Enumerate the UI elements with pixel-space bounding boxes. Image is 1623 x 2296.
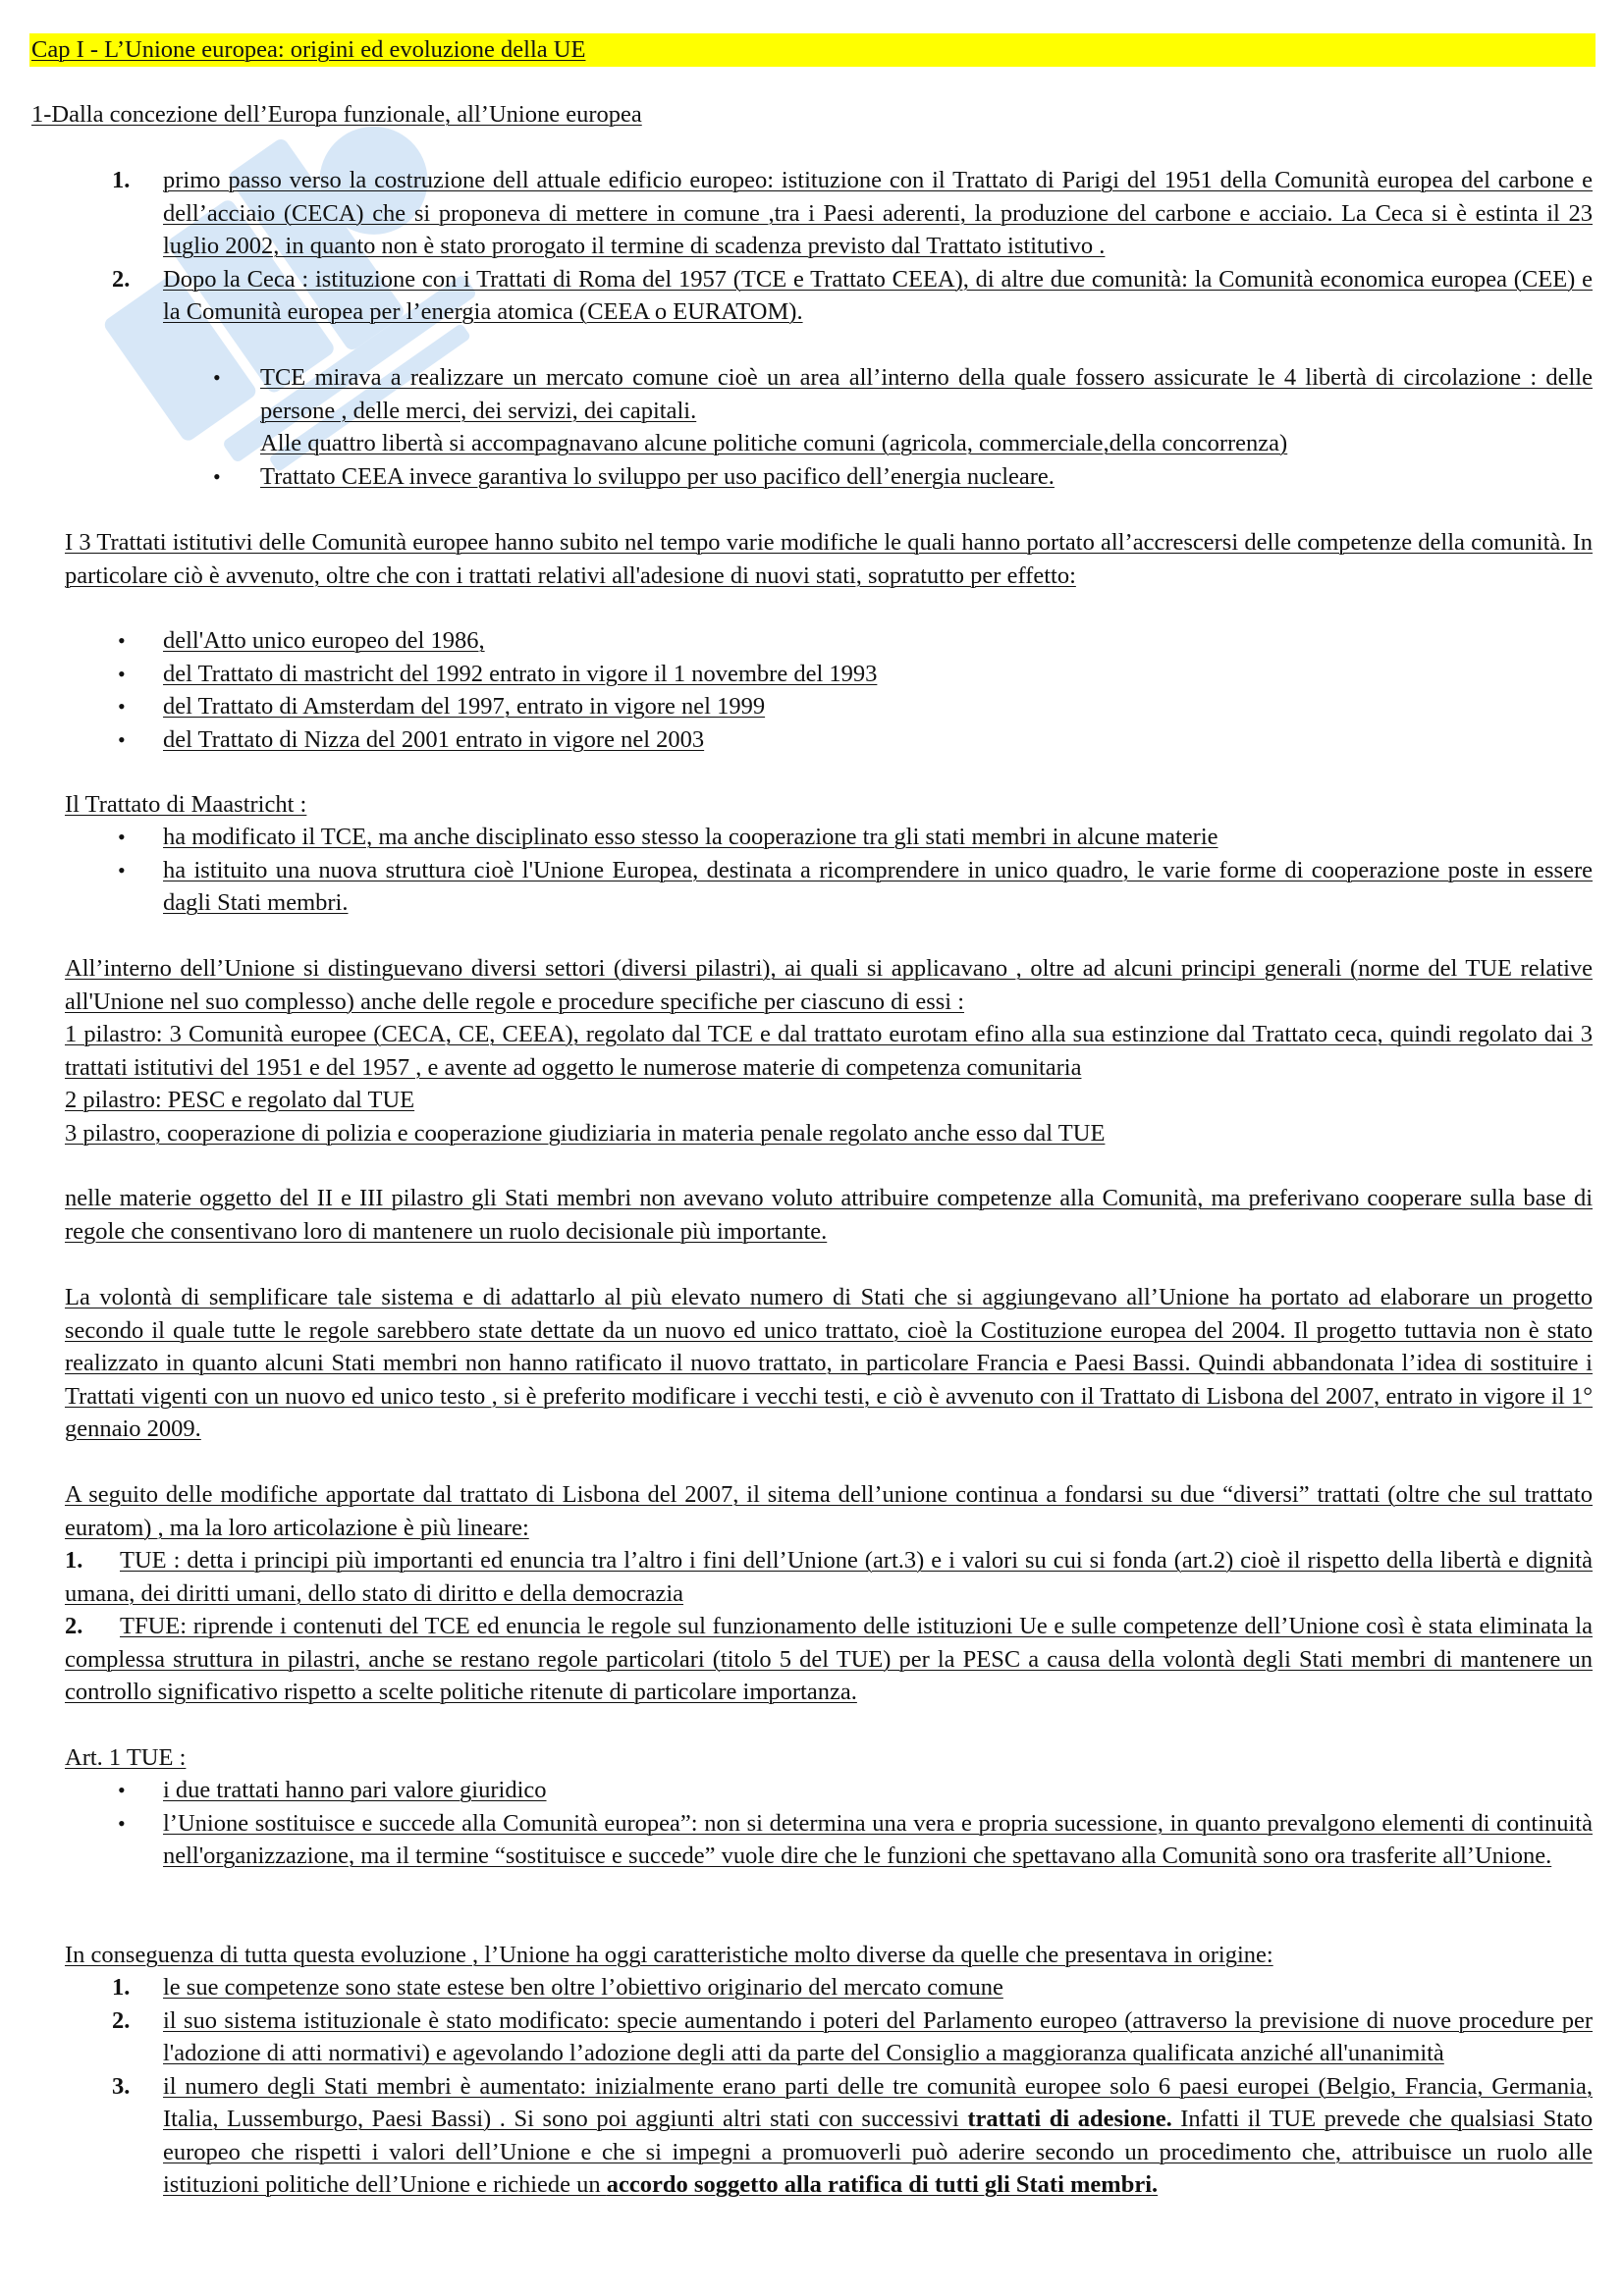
pillar-2: 2 pilastro: PESC e regolato dal TUE	[65, 1087, 415, 1113]
bullet-marker: •	[213, 463, 221, 489]
paragraph-text: La volontà di semplificare tale sistema e di adattarlo al più elevato numero di Stati che si aggiungevano all’Unione ha portato ad elaborare un progetto secondo il quale tutte le regole sarebbero state dettate da un nuovo ed unico trattato, cioè la Costituzione europea del 2004. Il progetto tuttavia non è stato realizzato in quanto alcuni Stati membri non hanno ratificato il nuovo trattato, in particolare Francia e Paesi Bassi. Quindi abbandonata l’idea di sostituire i Trattati vigenti con un nuovo ed unico testo , si è preferito modificare i vecchi testi, e ciò è avvenuto con il Trattato di Lisbona del 2007, entrato in vigore il 1° gennaio 2009.	[65, 1284, 1593, 1442]
paragraph-pilastri	[65, 952, 1593, 1149]
list-item	[112, 1971, 1593, 2004]
list-item	[112, 2004, 1593, 2070]
list-item	[112, 164, 1593, 263]
paragraph-lisbona	[65, 1478, 1593, 1709]
chapter-title-highlight	[29, 33, 1596, 67]
origins-numbered-list	[112, 164, 1593, 329]
chapter-title: Cap I - L’Unione europea: origini ed evoluzione della UE	[31, 36, 586, 63]
pillar-3: 3 pilastro, cooperazione di polizia e cooperazione giudiziaria in materia penale regolato anche esso dal TUE	[65, 1119, 1106, 1147]
list-item	[118, 1807, 1593, 1873]
paragraph-text: All’interno dell’Unione si distinguevano diversi settori (diversi pilastri), ai quali si applicavano , oltre ad alcuni principi generali (norme del TUE relative all'Unione nel suo complesso) anche delle regole e procedure specifiche per ciascuno di essi :	[65, 955, 1593, 1015]
characteristics-list	[112, 1971, 1593, 2202]
list-item-text: i due trattati hanno pari valore giuridico	[163, 1777, 547, 1803]
list-item	[118, 854, 1593, 920]
list-item-text: ha istituito una nuova struttura cioè l'Unione Europea, destinata a ricomprendere in unico quadro, le varie forme di cooperazione poste in essere dagli Stati membri.	[163, 856, 1593, 916]
bullet-marker: •	[118, 726, 126, 752]
bullet-marker: •	[118, 694, 126, 719]
paragraph-volonta	[65, 1281, 1593, 1446]
list-item-text: del Trattato di mastricht del 1992 entrato in vigore il 1 novembre del 1993	[163, 660, 878, 687]
list-item	[118, 690, 1593, 723]
list-item-text: ha modificato il TCE, ma anche disciplinato esso stesso la cooperazione tra gli stati membri in alcune materie	[163, 824, 1218, 850]
list-item	[118, 658, 1593, 691]
list-item-text: il suo sistema istituzionale è stato modificato: specie aumentando i poteri del Parlamento europeo (attraverso la previsione di nuove procedure per l'adozione di atti normativi) e agevolando l’adozione degli atti da parte del Consiglio a maggioranza qualificata anziché all'unanimità	[163, 2006, 1593, 2066]
tfue-item	[65, 1610, 1593, 1709]
section-heading: 1-Dalla concezione dell’Europa funzionale, all’Unione europea	[31, 101, 642, 128]
bullet-marker: •	[118, 661, 126, 686]
bullet-marker: •	[118, 825, 126, 849]
art1-heading: Art. 1 TUE :	[65, 1744, 187, 1771]
list-marker: 1.	[112, 167, 131, 193]
list-item-text: l’Unione sostituisce e succede alla Comunità europea”: non si determina una vera e propria sucessione, in quanto prevalgono elementi di continuità nell'organizzazione, ma il termine “sostituisce e succede” vuole dire che le funzioni che spettavano alla Comunità sono ora trasferite all’Unione.	[163, 1809, 1593, 1869]
list-item	[213, 460, 1593, 494]
list-item	[112, 263, 1593, 329]
list-item-text: del Trattato di Amsterdam del 1997, entrato in vigore nel 1999	[163, 693, 766, 720]
list-marker: 1.	[65, 1547, 83, 1574]
tue-item	[65, 1544, 1593, 1610]
bullet-marker: •	[118, 1778, 126, 1802]
list-item-text: Trattato CEEA invece garantiva lo sviluppo per uso pacifico dell’energia nucleare.	[260, 462, 1055, 490]
list-item-text: TCE mirava a realizzare un mercato comune cioè un area all’interno della quale fossero assicurate le 4 libertà di circolazione : delle persone , delle merci, dei servizi, dei capitali.	[260, 364, 1593, 424]
list-item-text-continued: Alle quattro libertà si accompagnavano alcune politiche comuni (agricola, commerciale,della concorrenza)	[260, 430, 1288, 456]
list-item	[213, 361, 1593, 460]
list-item-text: dell'Atto unico europeo del 1986,	[163, 627, 485, 654]
list-marker: 3.	[112, 2072, 131, 2100]
list-item-text: Dopo la Ceca : istituzione con i Trattati di Roma del 1957 (TCE e Trattato CEEA), di altre due comunità: la Comunità economica europea (CEE) e la Comunità europea per l’energia atomica (CEEA o EURATOM).	[163, 265, 1593, 325]
paragraph-text: A seguito delle modifiche apportate dal trattato di Lisbona del 2007, il sitema dell’unione continua a fondarsi su due “diversi” trattati (oltre che sul trattato euratom) , ma la loro articolazione è più lineare:	[65, 1481, 1593, 1541]
list-item-text: primo passo verso la costruzione dell attuale edificio europeo: istituzione con il Trattato di Parigi del 1951 della Comunità europea del carbone e dell’acciaio (CECA) che si proponeva di mettere in comune ,tra i Paesi aderenti, la produzione del carbone e acciaio. La Ceca si è estinta il 23 luglio 2002, in quanto non è stato prorogato il termine di scadenza previsto dal Trattato istitutivo .	[163, 167, 1593, 259]
list-item-text: del Trattato di Nizza del 2001 entrato in vigore nel 2003	[163, 725, 705, 753]
paragraph-materie	[65, 1182, 1593, 1248]
list-item-text: TFUE: riprende i contenuti del TCE ed enuncia le regole sul funzionamento delle istituzioni Ue e sulle competenze dell’Unione così è stata eliminata la complessa struttura in pilastri, anche se restano regole particolari (titolo 5 del TUE) per la PESC a causa della volontà degli Stati membri di mantenere un controllo significativo rispetto a scelte politiche ritenute di particolare importanza.	[65, 1613, 1593, 1705]
paragraph-conseguenza	[65, 1939, 1593, 1972]
list-item	[118, 723, 1593, 757]
bullet-marker: •	[118, 1810, 126, 1836]
list-marker: 1.	[112, 1974, 131, 2001]
paragraph-text: nelle materie oggetto del II e III pilastro gli Stati membri non avevano voluto attribuire competenze alla Comunità, ma preferivano cooperare sulla base di regole che consentivano loro di mantenere un ruolo decisionale più importante.	[65, 1185, 1593, 1245]
list-item-bold-text: accordo soggetto alla ratifica di tutti gli Stati membri.	[606, 2171, 1159, 2198]
list-item	[118, 624, 1593, 658]
maastricht-list	[118, 821, 1593, 920]
list-item	[118, 821, 1593, 854]
paragraph-text: In conseguenza di tutta questa evoluzione , l’Unione ha oggi caratteristiche molto diverse da quelle che presentava in origine:	[65, 1942, 1273, 1968]
list-marker: 2.	[112, 265, 131, 293]
list-item-text: le sue competenze sono state estese ben oltre l’obiettivo originario del mercato comune	[163, 1974, 1003, 2001]
bullet-marker: •	[118, 628, 126, 653]
amending-treaties-list	[118, 624, 1593, 756]
list-marker: 2.	[112, 2006, 131, 2034]
list-item-text: il numero degli Stati membri è aumentato: inizialmente erano parti delle tre comunità europee solo 6 paesi europei (Belgio, Francia, Germania, Italia, Lussemburgo, Paesi Bassi) . Si sono poi aggiunti altri stati con successivi	[163, 2072, 1593, 2132]
art1-list	[118, 1774, 1593, 1873]
paragraph-text: I 3 Trattati istitutivi delle Comunità europee hanno subito nel tempo varie modifiche le quali hanno portato all’accrescersi delle competenze della comunità. In particolare ciò è avvenuto, oltre che con i trattati relativi all'adesione di nuovi stati, sopratutto per effetto:	[65, 529, 1593, 589]
list-item-bold-text: trattati di adesione.	[967, 2106, 1172, 2132]
treaties-bullet-list	[213, 361, 1593, 493]
pillar-1: 1 pilastro: 3 Comunità europee (CECA, CE, CEEA), regolato dal TCE e dal trattato eurotam efino alla sua estinzione dal Trattato ceca, quindi regolato dai 3 trattati istitutivi del 1951 e del 1957 , e avente ad oggetto le numerose materie di competenza comunitaria	[65, 1021, 1593, 1081]
list-item-text: Infatti il TUE prevede che qualsiasi Stato europeo che rispetti i valori dell’Unione e che si impegni a promuoverli può aderire secondo un procedimento che, attribuisce un ruolo alle istituzioni politiche dell’Unione e richiede un	[163, 2106, 1593, 2198]
list-item	[118, 1774, 1593, 1807]
maastricht-heading: Il Trattato di Maastricht :	[65, 791, 307, 818]
list-marker: 2.	[65, 1613, 83, 1639]
list-item-text: TUE : detta i principi più importanti ed enuncia tra l’altro i fini dell’Unione (art.3) e i valori su cui si fonda (art.2) cioè il rispetto della libertà e dignità umana, dei diritti umani, dello stato di diritto e della democrazia	[65, 1547, 1593, 1607]
bullet-marker: •	[213, 365, 221, 390]
list-item	[112, 2070, 1593, 2202]
paragraph-trattati	[65, 526, 1593, 592]
bullet-marker: •	[118, 857, 126, 882]
